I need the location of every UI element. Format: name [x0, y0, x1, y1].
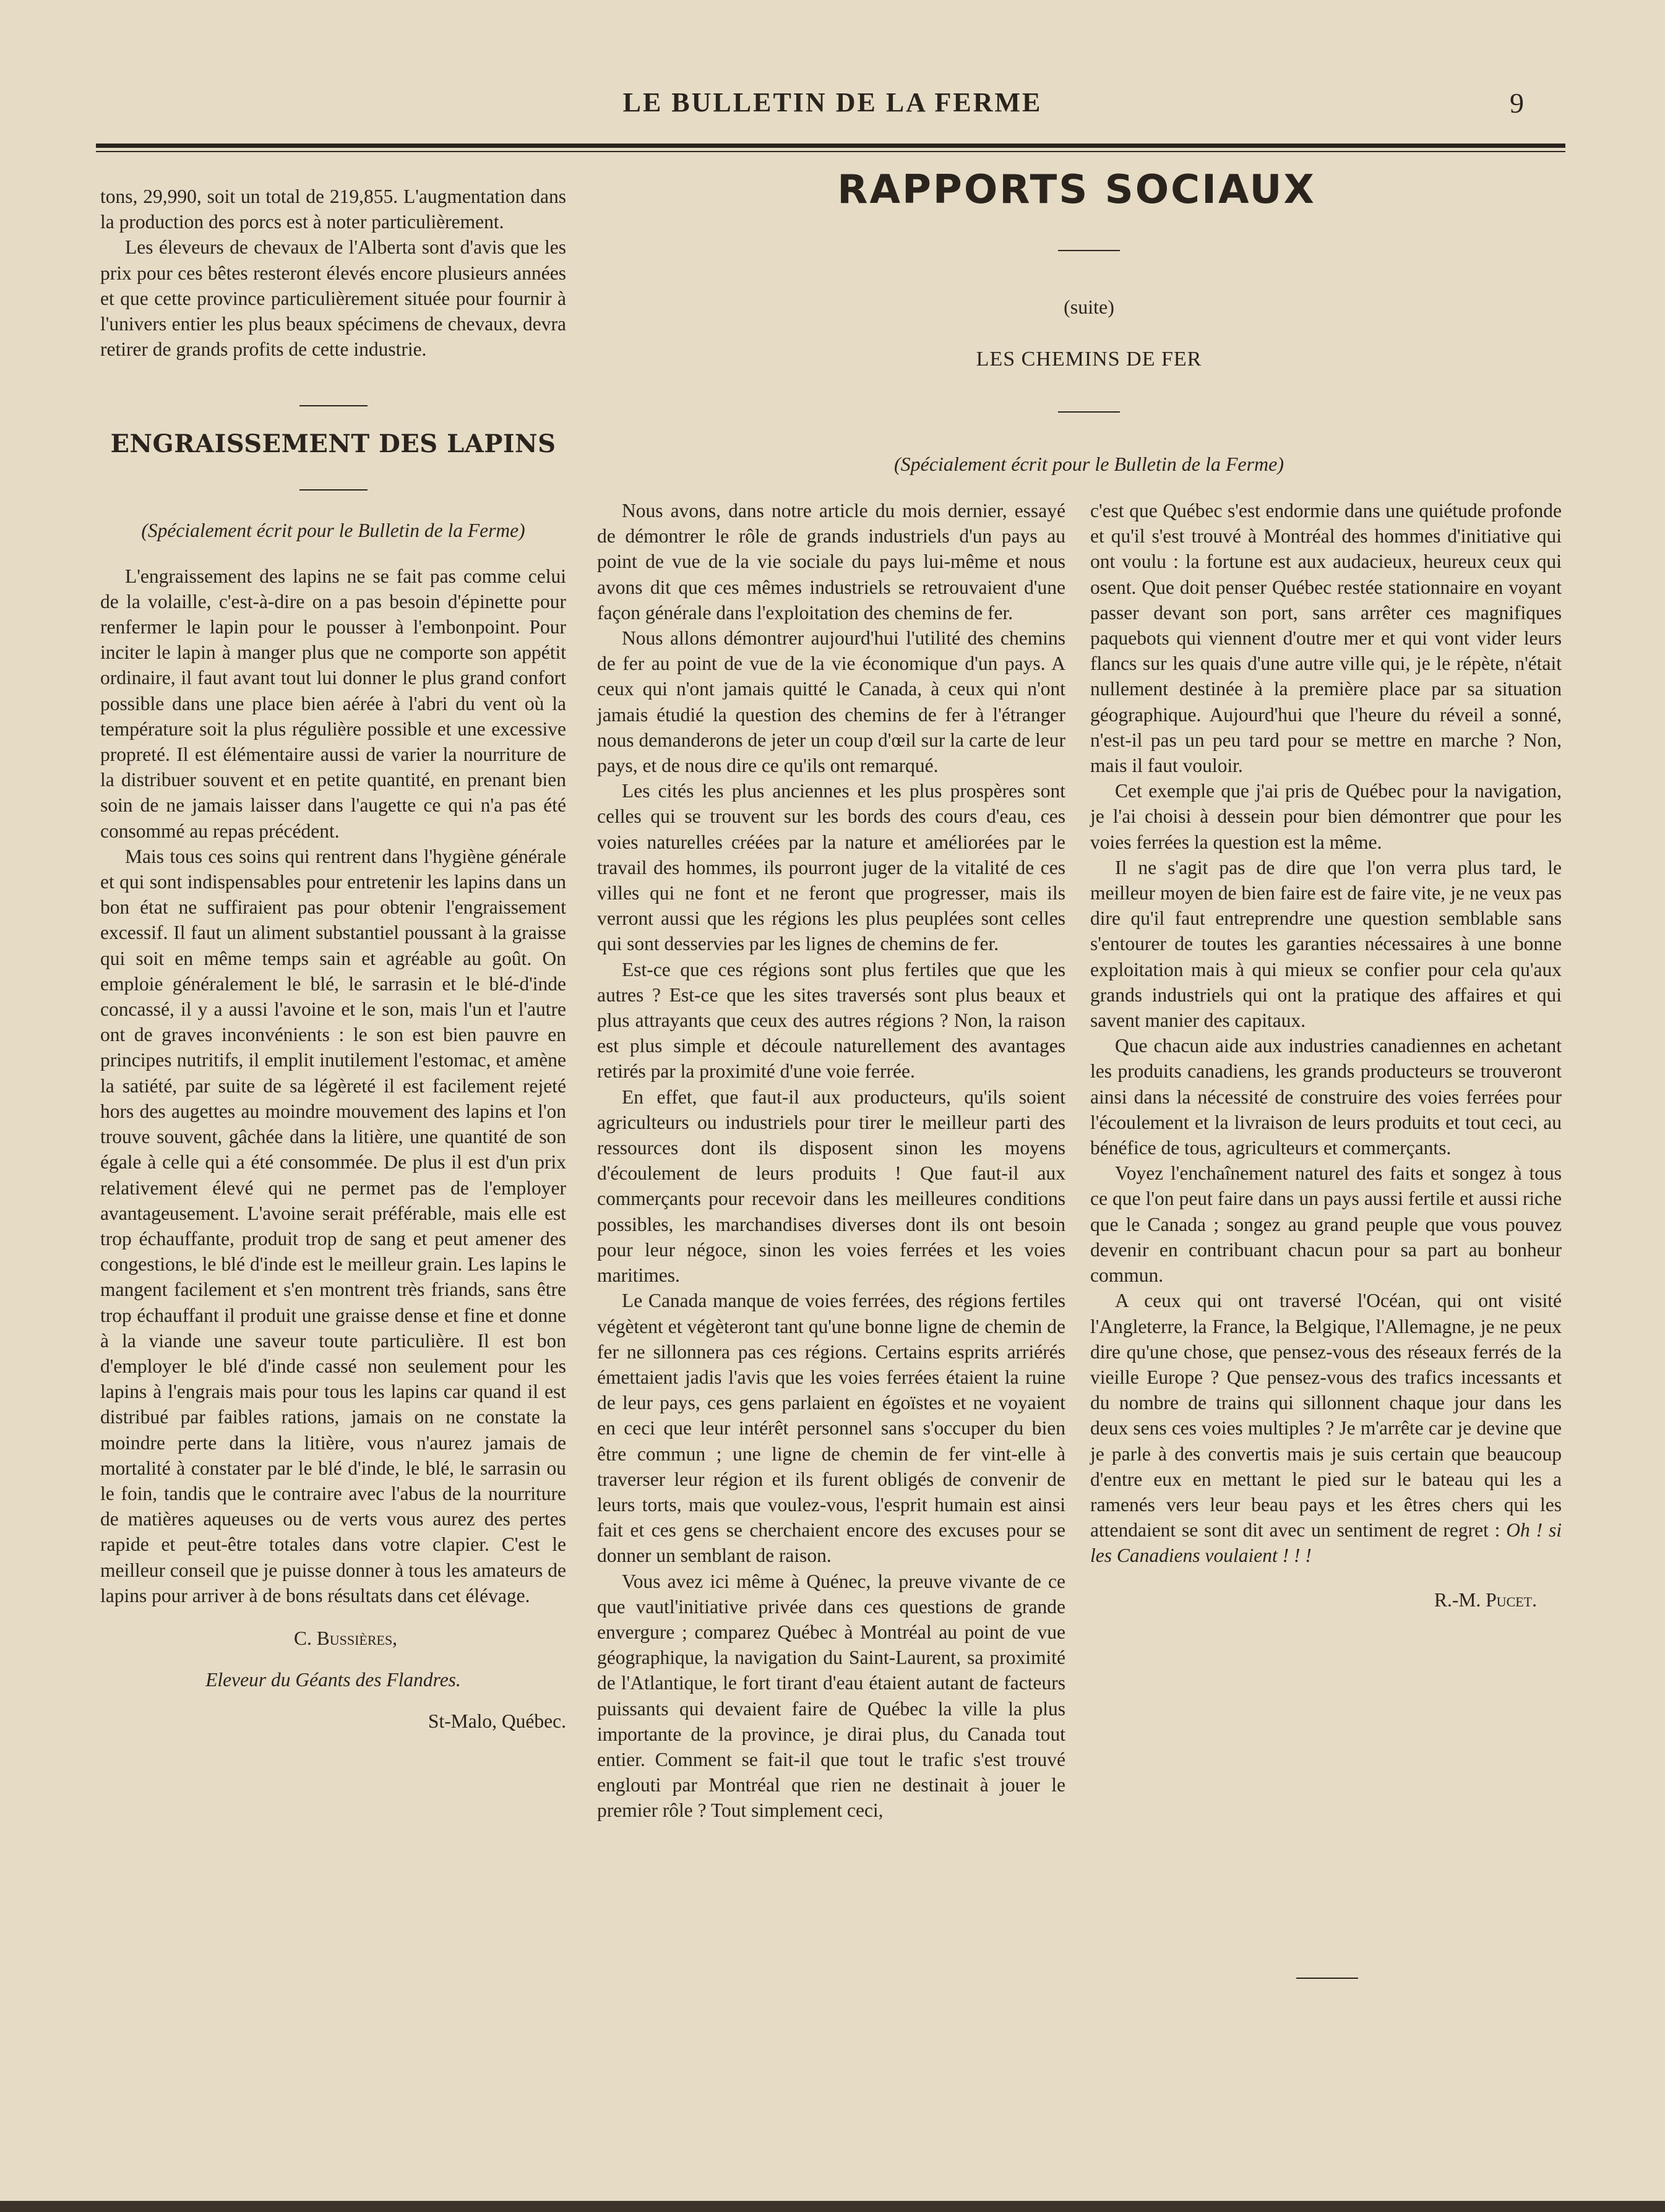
page-edge	[0, 2201, 1665, 2212]
rapports-paragraph: Est-ce que ces régions sont plus fertiles que que les autres ? Est-ce que les sites traversés sont plus beaux et plus attrayants que ceux des autres régions ? Non, la raison est plus simple et découle naturellement des avantages retirés par la proximité d'une voie ferrée.	[597, 958, 1065, 1082]
rapports-paragraph: Il ne s'agit pas de dire que l'on verra plus tard, le meilleur moyen de bien faire est de faire vite, je ne veux pas dire qu'il faut entreprendre une question semblable sans s'entourer de toutes les garanties nécessaires à une bonne exploitation mais à qui mieux se confier pour cela qu'aux grands industriels qui ont la pratique des affaires et qui savent manier des capitaux.	[1090, 856, 1562, 1032]
end-divider	[1296, 1978, 1358, 1979]
rapports-paragraph: Que chacun aide aux industries canadiennes en achetant les produits canadiens, les grands producteurs se trouveront ainsi dans la nécessité de construire des voies ferrées pour l'écoulement et la livraison de leurs produits et tout ceci, au bénéfice de tous, agriculteurs et commerçants.	[1090, 1035, 1562, 1159]
masthead-title: LE BULLETIN DE LA FERME	[622, 87, 1043, 118]
closing-quote: Oh ! si les Canadiens voulaient ! ! !	[1090, 1519, 1562, 1567]
lapins-signature: C. Bussières,	[293, 1627, 398, 1649]
continued-paragraph: tons, 29,990, soit un total de 219,855. L'augmentation dans la production des porcs est à noter particulièrement.	[100, 186, 566, 233]
rapports-paragraph	[1090, 1288, 1562, 1568]
rapports-subtitle: LES CHEMINS DE FER	[976, 348, 1202, 371]
title-divider	[299, 489, 368, 491]
lapins-byline: (Spécialement écrit pour le Bulletin de la Ferme)	[141, 520, 525, 542]
continued-paragraph: Les éleveurs de chevaux de l'Alberta sont d'avis que les prix pour ces bêtes resteront élevés encore plusieurs années et que cette province particulièrement située pour fournir à l'univers entier les plus beaux spécimens de chevaux, devra retirer de grands profits de cette industrie.	[100, 236, 566, 361]
closing-text: A ceux qui ont traversé l'Océan, qui ont visité l'Angleterre, la France, la Belgique, l'Allemagne, je ne peux dire qu'une chose, que pensez-vous des réseaux ferrés de la vieille Europe ? Que pensez-vous des trafics incessants et du nombre de trains qui sillonnent chaque jour dans les deux sens ces voies multiples ? Je m'arrête car je devine que je parle à des convertis mais je suis certain que beaucoup d'entre eux en mettant le pied sur le bateau qui les a ramenés vers leur beau pays et les êtres chers qui les attendaient se sont dit avec un sentiment de regret :	[1090, 1290, 1562, 1541]
lapins-paragraph: L'engraissement des lapins ne se fait pas comme celui de la volaille, c'est-à-dire on a pas besoin d'épinette pour renfermer le lapin pour le pousser à l'embonpoint. Pour inciter le lapin à manger plus que ne comporte son appétit ordinaire, il faut avant tout lui donner le plus grand confort possible dans une place bien aérée à l'abri du vent où la température soit la plus régulière possible et une excessive propreté. Il est élémentaire aussi de varier la nourriture de la distribuer souvent et en petite quantité, en prenant bien soin de ne jamais laisser dans l'augette ce qui n'a pas été consommé au repas précédent.	[100, 565, 566, 842]
rapports-paragraph: c'est que Québec s'est endormie dans une quiétude profonde et qu'il s'est trouvé à Montréal des hommes d'initiative qui ont voulu : la fortune est aux audacieux, heureux ceux qui osent. Que doit penser Québec restée stationnaire en voyant passer devant son port, sans arrêter ces magnifiques paquebots qui viennent d'outre mer et qui vont vider leurs flancs sur les quais d'une autre ville qui, je le répète, n'était nullement destinée à la première place par sa situation géographique. Aujourd'hui que l'heure du réveil a sonné, n'est-il pas un peu tard pour se mettre en marche ? Non, mais il faut vouloir.	[1090, 500, 1562, 777]
rapports-paragraph: Le Canada manque de voies ferrées, des régions fertiles végètent et végèteront tant qu'une bonne ligne de chemin de fer ne sillonnera pas ces régions. Certains esprits arriérés émettaient jadis l'avis que les voies ferrées étaient la ruine de leur pays, ces gens parlaient en égoïstes et ne voyaient en ceci que leur intérêt personnel sans s'occuper du bien être commun ; une ligne de chemin de fer vint-elle à traverser leur région et ils furent obligés de convenir de leurs torts, mais que voulez-vous, l'esprit humain est ainsi fait et ces gens se cherchaient encore des excuses pour se donner un semblant de raison.	[597, 1290, 1065, 1567]
rapports-paragraph: Nous avons, dans notre article du mois dernier, essayé de démontrer le rôle de grands industriels d'un pays au point de vue de la vie sociale du pays lui-même et nous avons dit que ces mêmes industriels se retrouvaient d'une façon générale dans l'exploitation des chemins de fer.	[597, 500, 1065, 624]
rapports-suite: (suite)	[1064, 296, 1114, 318]
middle-column	[597, 498, 1065, 1824]
subtitle-divider	[1058, 411, 1120, 413]
rapports-paragraph: Cet exemple que j'ai pris de Québec pour la navigation, je l'ai choisi à dessein pour bien démontrer que pour les voies ferrées la question est la même.	[1090, 780, 1562, 853]
rapports-paragraph: En effet, que faut-il aux producteurs, qu'ils soient agriculteurs ou industriels pour tirer le meilleur parti des ressources dont ils disposent sinon les moyens d'écoulement de leurs produits ! Que faut-il aux commerçants pour recevoir dans les meilleures conditions possibles, les marchandises diverses dont ils ont besoin pour leur négoce, sinon les voies ferrées et les voies maritimes.	[597, 1086, 1065, 1287]
page-number: 9	[1510, 87, 1524, 119]
header-rule-thin	[96, 151, 1565, 152]
left-column	[100, 184, 566, 1734]
rapports-paragraph: Les cités les plus anciennes et les plus prospères sont celles qui se trouvent sur les bords des cours d'eau, ces voies naturelles créées par la nature et améliorées par le travail des hommes, ils pourront juger de la vitalité de ces villes qui ne font et ne feront que progresser, mais ils verront aussi que les régions les plus peuplées sont celles qui sont desservies par les lignes de chemins de fer.	[597, 780, 1065, 955]
rapports-paragraph: Vous avez ici même à Quénec, la preuve vivante de ce que vautl'initiative privée dans ces questions de grande envergure ; comparez Québec à Montréal au point de vue géographique, la navigation du Saint-Laurent, sa proximité de l'Atlantique, le fort tirant d'eau étaient autant de facteurs puissants qui devaient faire de Québec la ville la plus importante de la province, je dirai plus, du Canada tout entier. Comment se fait-il que tout le trafic s'est trouvé englouti par Montréal que rien ne destinait à jouer le premier rôle ? Tout simplement ceci,	[597, 1570, 1065, 1822]
lapins-article-title: ENGRAISSEMENT DES LAPINS	[110, 429, 556, 459]
rapports-paragraph: Nous allons démontrer aujourd'hui l'utilité des chemins de fer au point de vue de la vie économique d'un pays. A ceux qui n'ont jamais quitté le Canada, à ceux qui n'ont jamais étudié la question des chemins de fer à l'étranger nous demanderons de jeter un coup d'œil sur la carte de leur pays, et de nous dire ce qu'ils ont remarqué.	[597, 627, 1065, 777]
rapports-byline: (Spécialement écrit pour le Bulletin de la Ferme)	[893, 453, 1284, 475]
title-divider	[1058, 250, 1120, 251]
lapins-signature-role: Eleveur du Géants des Flandres.	[205, 1669, 461, 1691]
lapins-paragraph: Mais tous ces soins qui rentrent dans l'hygiène générale et qui sont indispensables pour entretenir les lapins dans un bon état ne suffiraient pas pour obtenir l'engraissement excessif. Il faut un aliment substantiel poussant à la graisse qui soit en même temps sain et agréable au goût. On emploie généralement le blé, le sarrasin et le blé-d'inde concassé, il y a aussi l'avoine et le son, mais l'un et l'autre ont de graves inconvénients : le son est bien pauvre en principes nutritifs, il emplit inutilement l'estomac, et amène la satiété, par suite de sa légèreté il est facilement rejeté hors des augettes au moindre mouvement des lapins et l'on trouve souvent, gâchée dans la litière, une quantité de son égale à celle qui a été consommée. De plus il est d'un prix relativement élevé qui ne permet pas de l'employer avantageusement. L'avoine serait préférable, mais elle est trop échauffante, produit trop de sang et peut amener des congestions, le blé d'inde est le meilleur grain. Les lapins le mangent facilement et s'en montrent très friands, sans être trop échauffant il produit une graisse dense et fine et donne à la viande une saveur toute particulière. Il est bon d'employer le blé d'inde cassé non seulement pour les lapins à l'engrais mais pour tous les lapins car quand il est distribué par faibles rations, jamais on ne constate la moindre perte dans la litière, vous n'aurez jamais de mortalité à constater par le blé d'inde, le blé, le sarrasin ou le foin, tandis que le contraire avec l'abus de la nourriture de matières aqueuses ou de verts vous aurez des pertes rapide et peut-être totales dans votre clapier. C'est le meilleur conseil que je puisse donner à tous les amateurs de lapins pour arriver à de bons résultats dans cet élévage.	[100, 845, 566, 1606]
rapports-title: RAPPORTS SOCIAUX	[837, 167, 1316, 213]
right-column	[1090, 498, 1562, 1613]
rapports-signature: R.-M. Pucet.	[1434, 1588, 1537, 1611]
section-divider	[299, 405, 368, 406]
lapins-signature-place: St-Malo, Québec.	[428, 1710, 566, 1733]
header-rule	[96, 144, 1565, 148]
rapports-paragraph: Voyez l'enchaînement naturel des faits et songez à tous ce que l'on peut faire dans un pays aussi fertile et aussi riche que le Canada ; songez au grand peuple que vous pouvez devenir en contribuant chacun pour sa part au bonheur commun.	[1090, 1162, 1562, 1287]
